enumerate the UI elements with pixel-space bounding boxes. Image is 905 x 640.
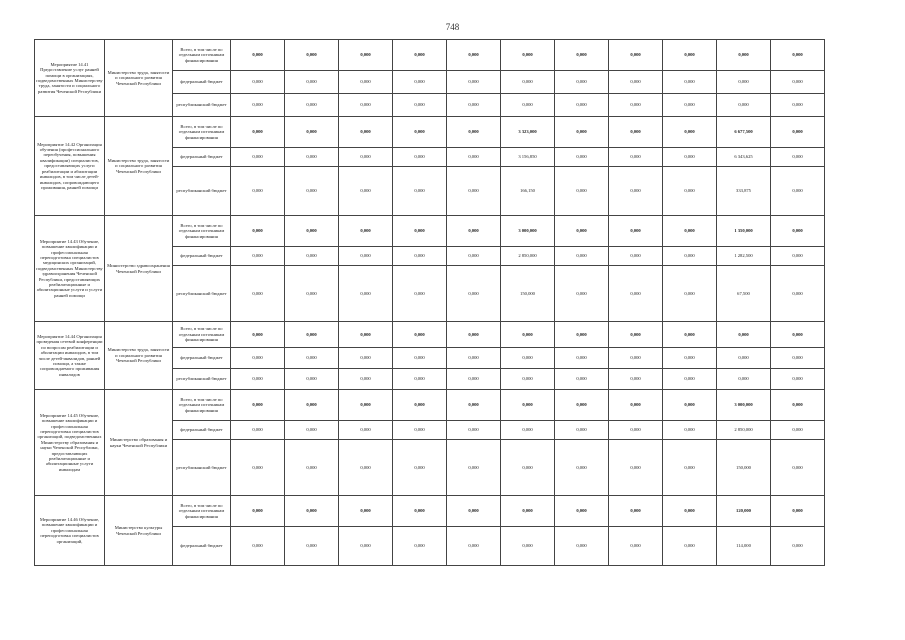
amount-cell: 0,000 — [663, 369, 717, 390]
executor-name: Министерство труда, занятости и социального развития Чеченской Республики — [105, 322, 173, 390]
funding-source: республиканский бюджет — [173, 369, 231, 390]
amount-cell: 0,000 — [339, 148, 393, 167]
funding-source: федеральный бюджет — [173, 71, 231, 94]
measure-name: Мероприятие 14.42 Организация обучения (профессионального переобучения, повышения квалификации) специалистов, предоставляющих услуги реабилитации и абилитации инвалидов, в том числе детей-инвалидов, сопровождающего проживания, ранней помощи — [35, 117, 105, 216]
amount-cell: 0,000 — [555, 266, 609, 322]
amount-cell: 0,000 — [501, 348, 555, 369]
amount-cell: 0,000 — [663, 266, 717, 322]
amount-cell: 0,000 — [663, 167, 717, 216]
amount-cell: 0,000 — [663, 71, 717, 94]
amount-cell: 114,000 — [717, 527, 771, 566]
amount-cell: 0,000 — [339, 167, 393, 216]
amount-cell: 0,000 — [555, 390, 609, 421]
table-row — [35, 40, 825, 71]
executor-name: Министерство культуры Чеченской Республики — [105, 496, 173, 566]
amount-cell: 0,000 — [447, 40, 501, 71]
amount-cell: 0,000 — [231, 117, 285, 148]
amount-cell: 0,000 — [339, 71, 393, 94]
amount-cell: 0,000 — [663, 322, 717, 348]
amount-cell: 0,000 — [609, 167, 663, 216]
amount-cell: 0,000 — [501, 390, 555, 421]
amount-cell: 0,000 — [771, 496, 825, 527]
amount-cell: 0,000 — [771, 247, 825, 266]
amount-cell: 0,000 — [339, 421, 393, 440]
table-row — [35, 117, 825, 148]
amount-cell: 0,000 — [555, 527, 609, 566]
amount-cell: 0,000 — [609, 94, 663, 117]
amount-cell: 0,000 — [285, 527, 339, 566]
amount-cell: 0,000 — [393, 440, 447, 496]
measure-name: Мероприятие 14.45 Обучение, повышение квалификации и профессиональная переподготовка специалистов организаций, подведомственных Министерству образования и науки Чеченской Республики, предоставляющих реабилитационные и абилитационные услуги инвалидам — [35, 390, 105, 496]
amount-cell: 0,000 — [393, 266, 447, 322]
amount-cell: 0,000 — [717, 71, 771, 94]
amount-cell: 0,000 — [771, 216, 825, 247]
funding-source: республиканский бюджет — [173, 94, 231, 117]
amount-cell: 0,000 — [393, 527, 447, 566]
amount-cell: 0,000 — [393, 247, 447, 266]
funding-source: Всего, в том числе по отдельным источникам финансирования — [173, 117, 231, 148]
table-row — [35, 390, 825, 421]
amount-cell: 0,000 — [771, 390, 825, 421]
amount-cell: 0,000 — [339, 369, 393, 390]
amount-cell: 0,000 — [393, 348, 447, 369]
amount-cell: 0,000 — [285, 348, 339, 369]
amount-cell: 0,000 — [285, 148, 339, 167]
amount-cell: 0,000 — [771, 322, 825, 348]
amount-cell: 0,000 — [501, 369, 555, 390]
funding-source: республиканский бюджет — [173, 167, 231, 216]
amount-cell: 0,000 — [231, 527, 285, 566]
amount-cell: 0,000 — [393, 216, 447, 247]
amount-cell: 0,000 — [555, 421, 609, 440]
amount-cell: 6 343,625 — [717, 148, 771, 167]
amount-cell: 0,000 — [447, 247, 501, 266]
amount-cell: 0,000 — [663, 440, 717, 496]
amount-cell: 0,000 — [231, 40, 285, 71]
amount-cell: 0,000 — [609, 369, 663, 390]
amount-cell: 0,000 — [447, 71, 501, 94]
amount-cell: 0,000 — [393, 40, 447, 71]
amount-cell: 0,000 — [393, 148, 447, 167]
amount-cell: 0,000 — [609, 266, 663, 322]
amount-cell: 67,500 — [717, 266, 771, 322]
funding-source: республиканский бюджет — [173, 440, 231, 496]
amount-cell: 6 677,500 — [717, 117, 771, 148]
amount-cell: 0,000 — [663, 216, 717, 247]
amount-cell: 0,000 — [501, 440, 555, 496]
amount-cell: 0,000 — [393, 390, 447, 421]
amount-cell: 0,000 — [555, 216, 609, 247]
amount-cell: 0,000 — [285, 216, 339, 247]
amount-cell: 3 000,000 — [501, 216, 555, 247]
amount-cell: 0,000 — [393, 117, 447, 148]
amount-cell: 0,000 — [231, 148, 285, 167]
amount-cell: 0,000 — [771, 440, 825, 496]
amount-cell: 2 850,000 — [501, 247, 555, 266]
amount-cell: 0,000 — [609, 117, 663, 148]
measure-name: Мероприятие 14.41 Предоставление услуг ранней помощи в организациях, подведомственных Министерству труда, занятости и социального развития Чеченской Республики — [35, 40, 105, 117]
amount-cell: 0,000 — [609, 440, 663, 496]
amount-cell: 0,000 — [339, 527, 393, 566]
amount-cell: 0,000 — [555, 322, 609, 348]
table-row — [35, 216, 825, 247]
amount-cell: 1 282,500 — [717, 247, 771, 266]
amount-cell: 0,000 — [285, 40, 339, 71]
amount-cell: 0,000 — [609, 421, 663, 440]
amount-cell: 0,000 — [285, 390, 339, 421]
funding-source: федеральный бюджет — [173, 148, 231, 167]
amount-cell: 0,000 — [771, 40, 825, 71]
amount-cell: 0,000 — [609, 148, 663, 167]
amount-cell: 0,000 — [609, 322, 663, 348]
funding-source: Всего, в том числе по отдельным источникам финансирования — [173, 496, 231, 527]
table-row — [35, 322, 825, 348]
amount-cell: 0,000 — [555, 40, 609, 71]
amount-cell: 120,000 — [717, 496, 771, 527]
amount-cell: 0,000 — [609, 247, 663, 266]
amount-cell: 0,000 — [447, 94, 501, 117]
amount-cell: 0,000 — [501, 496, 555, 527]
amount-cell: 1 350,000 — [717, 216, 771, 247]
amount-cell: 0,000 — [447, 216, 501, 247]
funding-source: Всего, в том числе по отдельным источникам финансирования — [173, 390, 231, 421]
amount-cell: 0,000 — [393, 369, 447, 390]
amount-cell: 0,000 — [771, 369, 825, 390]
amount-cell: 0,000 — [771, 167, 825, 216]
amount-cell: 0,000 — [447, 527, 501, 566]
amount-cell: 0,000 — [339, 117, 393, 148]
funding-source: федеральный бюджет — [173, 421, 231, 440]
amount-cell: 0,000 — [555, 496, 609, 527]
amount-cell: 150,000 — [717, 440, 771, 496]
amount-cell: 0,000 — [501, 322, 555, 348]
amount-cell: 0,000 — [447, 117, 501, 148]
amount-cell: 0,000 — [393, 421, 447, 440]
amount-cell: 0,000 — [285, 94, 339, 117]
budget-table — [34, 39, 825, 566]
amount-cell: 0,000 — [609, 527, 663, 566]
executor-name: Министерство образования и науки Чеченской Республики — [105, 390, 173, 496]
amount-cell: 0,000 — [447, 369, 501, 390]
amount-cell: 0,000 — [447, 266, 501, 322]
amount-cell: 0,000 — [609, 71, 663, 94]
amount-cell: 0,000 — [447, 440, 501, 496]
amount-cell: 0,000 — [447, 421, 501, 440]
amount-cell: 0,000 — [555, 94, 609, 117]
amount-cell: 0,000 — [393, 496, 447, 527]
amount-cell: 0,000 — [339, 266, 393, 322]
amount-cell: 0,000 — [447, 348, 501, 369]
amount-cell: 0,000 — [717, 348, 771, 369]
funding-source: федеральный бюджет — [173, 527, 231, 566]
amount-cell: 0,000 — [663, 390, 717, 421]
amount-cell: 0,000 — [231, 369, 285, 390]
amount-cell: 0,000 — [231, 266, 285, 322]
amount-cell: 0,000 — [663, 247, 717, 266]
amount-cell: 0,000 — [285, 369, 339, 390]
amount-cell: 0,000 — [771, 266, 825, 322]
amount-cell: 0,000 — [393, 167, 447, 216]
amount-cell: 0,000 — [501, 421, 555, 440]
amount-cell: 0,000 — [717, 322, 771, 348]
amount-cell: 0,000 — [771, 421, 825, 440]
amount-cell: 0,000 — [285, 322, 339, 348]
funding-source: Всего, в том числе по отдельным источникам финансирования — [173, 216, 231, 247]
amount-cell: 0,000 — [609, 40, 663, 71]
amount-cell: 0,000 — [339, 94, 393, 117]
amount-cell: 0,000 — [555, 348, 609, 369]
amount-cell: 0,000 — [717, 94, 771, 117]
amount-cell: 0,000 — [555, 167, 609, 216]
amount-cell: 0,000 — [231, 247, 285, 266]
amount-cell: 0,000 — [231, 94, 285, 117]
amount-cell: 0,000 — [663, 421, 717, 440]
amount-cell: 150,000 — [501, 266, 555, 322]
amount-cell: 0,000 — [393, 94, 447, 117]
amount-cell: 0,000 — [339, 40, 393, 71]
amount-cell: 0,000 — [663, 117, 717, 148]
amount-cell: 0,000 — [555, 247, 609, 266]
funding-source: федеральный бюджет — [173, 247, 231, 266]
amount-cell: 0,000 — [231, 322, 285, 348]
amount-cell: 0,000 — [285, 266, 339, 322]
amount-cell: 0,000 — [771, 527, 825, 566]
amount-cell: 0,000 — [339, 496, 393, 527]
amount-cell: 0,000 — [609, 390, 663, 421]
amount-cell: 0,000 — [231, 167, 285, 216]
amount-cell: 0,000 — [339, 440, 393, 496]
amount-cell: 0,000 — [285, 421, 339, 440]
amount-cell: 0,000 — [501, 71, 555, 94]
amount-cell: 0,000 — [501, 40, 555, 71]
measure-name: Мероприятие 14.44 Организация проведения сетевой конференции по вопросам реабилитации и абилитации инвалидов, в том числе детей-инвалидов, ранней помощи, а также сопровождаемого проживания инвалидов — [35, 322, 105, 390]
amount-cell: 0,000 — [231, 390, 285, 421]
amount-cell: 0,000 — [663, 94, 717, 117]
amount-cell: 0,000 — [771, 117, 825, 148]
amount-cell: 0,000 — [555, 148, 609, 167]
amount-cell: 0,000 — [339, 247, 393, 266]
amount-cell: 0,000 — [285, 117, 339, 148]
amount-cell: 0,000 — [447, 390, 501, 421]
amount-cell: 166,150 — [501, 167, 555, 216]
amount-cell: 0,000 — [231, 216, 285, 247]
amount-cell: 0,000 — [285, 167, 339, 216]
amount-cell: 3 156,850 — [501, 148, 555, 167]
amount-cell: 0,000 — [231, 440, 285, 496]
amount-cell: 0,000 — [555, 71, 609, 94]
amount-cell: 0,000 — [339, 322, 393, 348]
amount-cell: 0,000 — [663, 348, 717, 369]
amount-cell: 0,000 — [447, 322, 501, 348]
amount-cell: 0,000 — [663, 40, 717, 71]
amount-cell: 0,000 — [663, 496, 717, 527]
amount-cell: 0,000 — [285, 71, 339, 94]
amount-cell: 0,000 — [609, 496, 663, 527]
amount-cell: 0,000 — [231, 71, 285, 94]
amount-cell: 0,000 — [555, 117, 609, 148]
funding-source: Всего, в том числе по отдельным источникам финансирования — [173, 40, 231, 71]
amount-cell: 0,000 — [717, 40, 771, 71]
amount-cell: 0,000 — [285, 496, 339, 527]
funding-source: Всего, в том числе по отдельным источникам финансирования — [173, 322, 231, 348]
amount-cell: 0,000 — [393, 71, 447, 94]
amount-cell: 0,000 — [771, 94, 825, 117]
amount-cell: 0,000 — [339, 216, 393, 247]
amount-cell: 0,000 — [609, 348, 663, 369]
measure-name: Мероприятие 14.43 Обучение, повышение квалификации и профессиональная переподготовка специалистов медицинских организаций, подведомственных Министерству здравоохранения Чеченской Республики, предоставляющих реабилитационные и абилитационные услуги и услуги ранней помощи — [35, 216, 105, 322]
amount-cell: 0,000 — [663, 148, 717, 167]
amount-cell: 0,000 — [285, 247, 339, 266]
page-number: 748 — [445, 22, 460, 32]
amount-cell: 0,000 — [771, 348, 825, 369]
amount-cell: 0,000 — [501, 527, 555, 566]
amount-cell: 0,000 — [285, 440, 339, 496]
amount-cell: 3 323,000 — [501, 117, 555, 148]
amount-cell: 3 000,000 — [717, 390, 771, 421]
funding-source: республиканский бюджет — [173, 266, 231, 322]
amount-cell: 0,000 — [555, 440, 609, 496]
amount-cell: 0,000 — [501, 94, 555, 117]
amount-cell: 0,000 — [609, 216, 663, 247]
measure-name: Мероприятие 14.46 Обучение, повышение квалификации и профессиональная переподготовка специалистов организаций, — [35, 496, 105, 566]
amount-cell: 0,000 — [717, 369, 771, 390]
executor-name: Министерство здравоохранения Чеченской Республики — [105, 216, 173, 322]
amount-cell: 0,000 — [231, 496, 285, 527]
amount-cell: 0,000 — [771, 71, 825, 94]
amount-cell: 0,000 — [771, 148, 825, 167]
amount-cell: 333,875 — [717, 167, 771, 216]
amount-cell: 0,000 — [231, 348, 285, 369]
amount-cell: 0,000 — [555, 369, 609, 390]
funding-source: федеральный бюджет — [173, 348, 231, 369]
amount-cell: 0,000 — [663, 527, 717, 566]
amount-cell: 0,000 — [339, 390, 393, 421]
amount-cell: 0,000 — [447, 167, 501, 216]
executor-name: Министерство труда, занятости и социального развития Чеченской Республики — [105, 40, 173, 117]
amount-cell: 0,000 — [339, 348, 393, 369]
table-row — [35, 496, 825, 527]
amount-cell: 0,000 — [447, 496, 501, 527]
amount-cell: 0,000 — [393, 322, 447, 348]
executor-name: Министерство труда, занятости и социального развития Чеченской Республики — [105, 117, 173, 216]
amount-cell: 2 850,000 — [717, 421, 771, 440]
amount-cell: 0,000 — [447, 148, 501, 167]
amount-cell: 0,000 — [231, 421, 285, 440]
